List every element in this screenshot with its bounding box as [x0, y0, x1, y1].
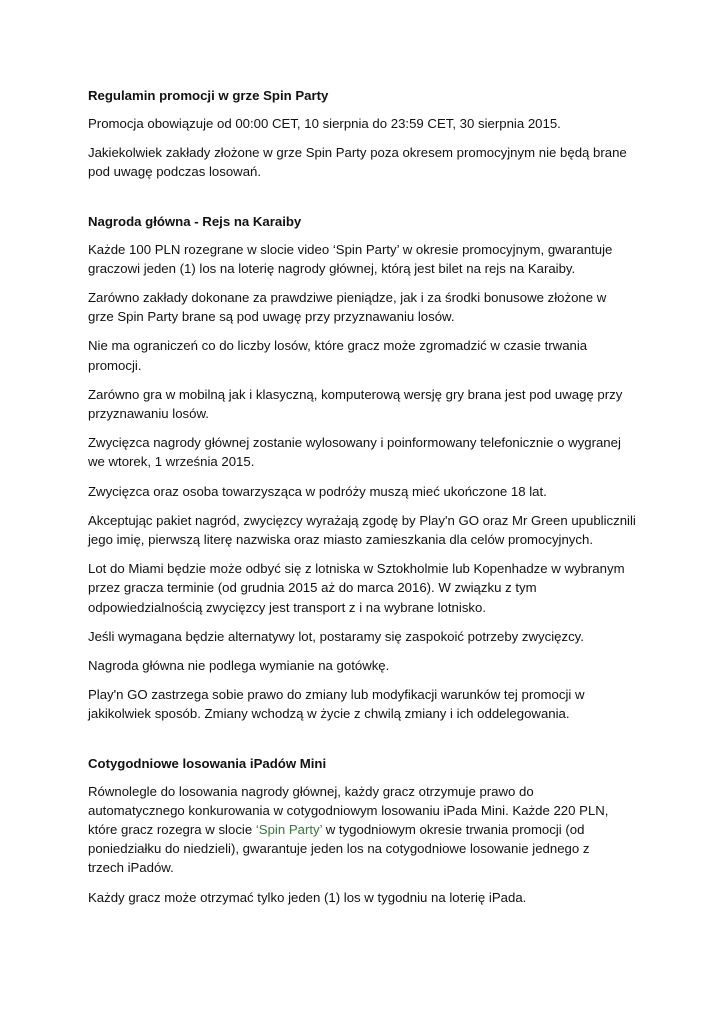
paragraph-line: Zarówno zakłady dokonane za prawdziwe pieniądze, jak i za środki bonusowe złożone w: [88, 290, 607, 306]
paragraph-line: Lot do Miami będzie może odbyć się z lotniska w Sztokholmie lub Kopenhadze w wybranym: [88, 561, 625, 577]
spin-party-link[interactable]: ‘Spin Party’: [255, 822, 323, 838]
paragraph: [88, 559, 648, 617]
paragraph-line: Promocja obowiązuje od 00:00 CET, 10 sierpnia do 23:59 CET, 30 sierpnia 2015.: [88, 116, 561, 131]
paragraph: [88, 288, 648, 326]
paragraph: [88, 482, 648, 501]
section-heading: Regulamin promocji w grze Spin Party: [88, 88, 329, 103]
paragraph: [88, 433, 648, 471]
paragraph: [88, 511, 648, 549]
paragraph: [88, 656, 648, 675]
section-spacer: [88, 734, 648, 754]
paragraph-line: Zwycięzca nagrody głównej zostanie wylosowany i poinformowany telefonicznie o wygranej: [88, 435, 621, 451]
paragraph-line: przez gracza terminie (od grudnia 2015 aż do marca 2016). W związku z tym: [88, 580, 537, 596]
paragraph: [88, 782, 648, 878]
paragraph-line: Play'n GO zastrzega sobie prawo do zmiany lub modyfikacji warunków tej promocji w: [88, 687, 585, 703]
paragraph: [88, 888, 648, 907]
paragraph-line: Zwycięzca oraz osoba towarzysząca w podróży muszą mieć ukończone 18 lat.: [88, 483, 547, 499]
paragraph-line: przyznawaniu losów.: [88, 406, 209, 422]
section-spacer: [88, 192, 648, 212]
paragraph-line: graczowi jeden (1) los na loterię nagrody głównej, którą jest bilet na rejs na Karaiby.: [88, 260, 576, 276]
paragraph-line: Jakiekolwiek zakłady złożone w grze Spin Party poza okresem promocyjnym nie będą brane: [88, 145, 627, 161]
paragraph-line: Równolegle do losowania nagrody głównej, każdy gracz otrzymuje prawo do: [88, 783, 534, 799]
section-heading: Cotygodniowe losowania iPadów Mini: [88, 755, 327, 771]
paragraph: [88, 336, 648, 374]
paragraph-line: trzech iPadów.: [88, 860, 174, 876]
paragraph-line: poniedziałku do niedzieli), gwarantuje jeden los na cotygodniowe losowanie jednego z: [88, 841, 590, 857]
paragraph: [88, 240, 648, 278]
section-weekly-ipad: [88, 754, 648, 907]
paragraph: [88, 685, 648, 723]
paragraph-line: Zarówno gra w mobilną jak i klasyczną, komputerową wersję gry brana jest pod uwagę przy: [88, 386, 623, 402]
paragraph-line: jego imię, pierwszą literę nazwiska oraz miasto zamieszkania dla celów promocyjnych.: [88, 532, 593, 548]
paragraph-line: pod uwagę podczas losowań.: [88, 164, 262, 180]
paragraph: [88, 385, 648, 423]
paragraph-line: promocji.: [88, 357, 142, 373]
paragraph-line: Nie ma ograniczeń co do liczby losów, które gracz może zgromadzić w czasie trwania: [88, 338, 588, 354]
paragraph: [88, 627, 648, 646]
paragraph-line: jakikolwiek sposób. Zmiany wchodzą w życie z chwilą zmiany i ich oddelegowania.: [88, 706, 570, 722]
paragraph-line: Każde 100 PLN rozegrane w slocie video ‘Spin Party’ w okresie promocyjnym, gwarantuje: [88, 241, 613, 257]
paragraph-line: Akceptując pakiet nagród, zwycięzcy wyrażają zgodę by Play'n GO oraz Mr Green upublicznili: [88, 512, 636, 528]
paragraph-line: Jeśli wymagana będzie alternatywy lot, postaramy się zaspokoić potrzeby zwycięzcy.: [88, 628, 584, 644]
text-fragment: w tygodniowym okresie trwania promocji (od: [322, 822, 585, 838]
paragraph-line: automatycznego konkurowania w cotygodniowym losowaniu iPada Mini. Każde 220 PLN,: [88, 802, 609, 818]
document-page: [88, 86, 648, 917]
paragraph: [88, 114, 648, 133]
paragraph-line: Nagroda główna nie podlega wymianie na gotówkę.: [88, 658, 390, 674]
paragraph-line: odpowiedzialnością zwycięzcy jest transport z i na wybrane lotnisko.: [88, 599, 487, 615]
section-heading: Nagroda główna - Rejs na Karaiby: [88, 213, 302, 229]
paragraph-line: grze Spin Party brane są pod uwagę przy przyznawaniu losów.: [88, 309, 455, 325]
paragraph-line: [88, 820, 648, 839]
paragraph-line: we wtorek, 1 września 2015.: [88, 454, 255, 470]
section-main-prize: [88, 212, 648, 724]
section-rules: [88, 86, 648, 182]
text-fragment: które gracz rozegra w slocie: [88, 822, 256, 838]
paragraph-line: Każdy gracz może otrzymać tylko jeden (1) los w tygodniu na loterię iPada.: [88, 889, 527, 905]
paragraph: [88, 143, 648, 181]
